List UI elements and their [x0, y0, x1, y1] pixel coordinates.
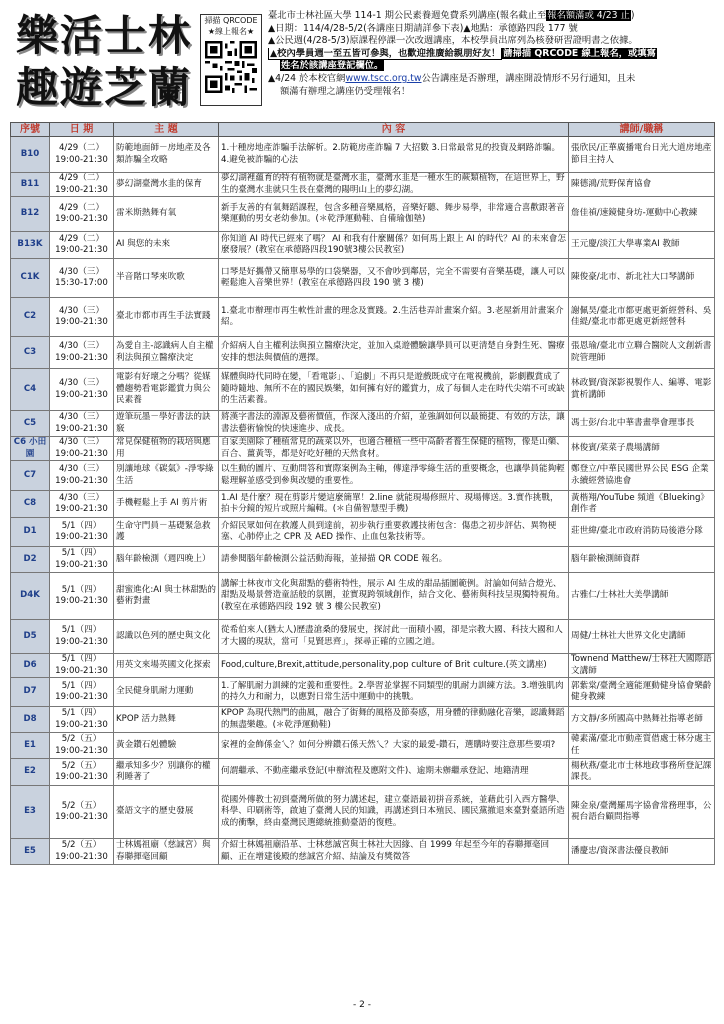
table-row: [11, 678, 715, 707]
course-topic: 腦年齡檢測（週四晚上）: [114, 547, 219, 573]
course-topic: KPOP 活力熱舞: [114, 707, 219, 733]
course-date: 4/29（二） 19:00-21:30: [50, 173, 114, 197]
course-topic: 用英文來場英國文化探索: [114, 654, 219, 678]
course-date: 5/1（四） 19:00-21:30: [50, 654, 114, 678]
course-speaker: 馮士彭/台北中華書畫學會理事長: [569, 411, 715, 437]
course-content: 自家美園除了種植常見的蔬菜以外，也適合種植一些中高齡者養生保健的植物，像是山藥、百合、薑黃等，都是好吃好種的天然食材。: [219, 437, 569, 461]
course-topic: 全民健身肌耐力運動: [114, 678, 219, 707]
course-code: C6 小田園: [11, 437, 50, 461]
course-content: 口琴是好攜帶又簡單易學的口袋樂器，又不會吵到鄰居，完全不需要有音樂基礎，讓人可以輕鬆進入音樂世界！(教室在承德路四段 190 號 3 樓): [219, 259, 569, 298]
course-speaker: 周健/士林社大世界文化史講師: [569, 620, 715, 654]
course-date: 4/30（三） 19:00-21:30: [50, 337, 114, 369]
course-content: 1.AI 是什麼？現在剪影片變這麼簡單！2.line 就能現場修照片、現場傳送。3.實作挑戰，拍卡分鏡的短片或照片編輯。(＊自備智慧型手機): [219, 491, 569, 518]
course-code: C8: [11, 491, 50, 518]
website-notice-prefix: ▲4/24 於本校官網: [268, 72, 346, 84]
website-notice-suffix: 公告講座是否辦理，講座開設情形不另行通知，且未: [421, 72, 636, 84]
table-header-row: [11, 123, 715, 137]
course-code: D2: [11, 547, 50, 573]
table-row: [11, 518, 715, 547]
course-content: 介紹士林媽祖廟沿革、士林慈誠宮與士林社大因緣、自 1999 年起至今年的春聯揮毫回顧、正在增建後殿的慈誠宮介紹、結論及有獎徵答: [219, 839, 569, 865]
course-speaker: 韓素滿/臺北市動產質借處士林分處主任: [569, 733, 715, 759]
course-topic: 甜蜜進化:AI 與士林甜點的藝術對畫: [114, 573, 219, 620]
course-speaker: 方文靜/多所國高中熱舞社指導老師: [569, 707, 715, 733]
course-date: 4/29（二） 19:00-21:30: [50, 232, 114, 259]
course-date: 4/30（三） 19:00-21:30: [50, 411, 114, 437]
course-code: E5: [11, 839, 50, 865]
table-row: [11, 411, 715, 437]
school-website-link[interactable]: www.tscc.org.tw: [345, 72, 422, 84]
col-header-content: 內 容: [219, 123, 569, 137]
course-speaker: 林政賢/資深影視製作人、編導、電影賞析講師: [569, 369, 715, 411]
course-code: B13K: [11, 232, 50, 259]
course-code: E1: [11, 733, 50, 759]
course-code: D1: [11, 518, 50, 547]
course-content: 介紹民眾如何在救護人員到達前，初步執行重要救護技術包含：傷患之初步評估、異物梗塞、心肺停止之 CPR 及 AED 操作、止血包紮技術等。: [219, 518, 569, 547]
course-topic: 電影有好壞之分嗎？從媒體趨勢看電影鑑賞力與公民素養: [114, 369, 219, 411]
course-code: E2: [11, 759, 50, 786]
table-row: [11, 173, 715, 197]
course-date: 5/1（四） 19:00-21:30: [50, 547, 114, 573]
table-row: [11, 733, 715, 759]
col-header-date: 日 期: [50, 123, 114, 137]
info-line-7: 額滿有辦理之講座仍受理報名！: [280, 85, 411, 97]
course-topic: 常見保健植物的栽培與應用: [114, 437, 219, 461]
course-schedule-table: [10, 122, 715, 865]
col-header-speaker: 講師/職稱: [569, 123, 715, 137]
course-date: 4/30（三） 19:00-21:30: [50, 369, 114, 411]
qr-caption-scan: 掃描 QRCODE: [204, 16, 258, 25]
course-code: B11: [11, 173, 50, 197]
info-line-4: [268, 48, 714, 61]
course-code: D7: [11, 678, 50, 707]
course-date: 4/30（三） 19:00-21:30: [50, 461, 114, 491]
course-code: D6: [11, 654, 50, 678]
table-row: [11, 461, 715, 491]
course-date: 5/2（五） 19:00-21:30: [50, 786, 114, 839]
course-date: 5/1（四） 19:00-21:30: [50, 620, 114, 654]
course-content: 1.了解肌耐力訓練的定義和重要性。2.學習並掌握不同類型的肌耐力訓練方法。3.增強肌肉的持久力和耐力，以應對日常生活中運動中的挑戰。: [219, 678, 569, 707]
table-row: [11, 298, 715, 337]
course-content: KPOP 為現代熱門的曲風，融合了街舞的風格及節奏感，用身體的律動融化音樂，認識舞蹈的無盡樂趣。(＊乾淨運動鞋): [219, 707, 569, 733]
course-code: D4K: [11, 573, 50, 620]
course-speaker: 謝佩昊/臺北市都更處更新經營科、吳佳緹/臺北市都更處更新經營科: [569, 298, 715, 337]
course-date: 5/1（四） 19:00-21:30: [50, 678, 114, 707]
course-code: C3: [11, 337, 50, 369]
course-topic: AI 與您的未來: [114, 232, 219, 259]
qr-code-icon[interactable]: [205, 41, 257, 93]
logo-line-2: 趣遊芝蘭: [16, 63, 193, 112]
course-speaker: 莊世緯/臺北市政府消防局後港分隊: [569, 518, 715, 547]
course-content: 夢幻湖裡蘊育的特有植物就是臺灣水韭，臺灣水韭是一種水生的蕨類植物，在這世界上，野生的臺灣水韭就只生長在臺灣的陽明山上的夢幻湖。: [219, 173, 569, 197]
course-date: 4/30（三） 19:00-21:30: [50, 298, 114, 337]
course-speaker: 腦年齡檢測師資群: [569, 547, 715, 573]
course-content: Food,culture,Brexit,attitude,personality,pop culture of Brit culture.(英文講座): [219, 654, 569, 678]
table-row: [11, 369, 715, 411]
course-speaker: 潘慶忠/資深書法優良教師: [569, 839, 715, 865]
table-row: [11, 197, 715, 232]
course-date: 4/29（二） 19:00-21:30: [50, 197, 114, 232]
course-topic: 為愛自主-認識病人自主權利法與預立醫療決定: [114, 337, 219, 369]
course-content: 從希伯來人(猶太人)歷盡滄桑的發展史，探討此一面積小國，卻是宗教大國、科技大國和人才大國的現狀，當可「見賢思齊」，探尋正確的立國之道。: [219, 620, 569, 654]
table-row: [11, 759, 715, 786]
course-speaker: 張欣民/正華廣播電台日光大道房地產節目主持人: [569, 137, 715, 173]
info-registration-text: 臺北市士林社區大學 114-1 期公民素養週免費系列講座(報名截止至: [268, 10, 547, 21]
event-info-block: [268, 10, 714, 98]
qr-caption-register: ★線上報名★: [207, 27, 255, 36]
course-speaker: 古雅仁/士林社大美學講師: [569, 573, 715, 620]
page-header: [10, 6, 714, 122]
table-row: [11, 547, 715, 573]
course-topic: 夢幻湖臺灣水韭的保育: [114, 173, 219, 197]
course-content: 以生動的圖片、互動問答和實際案例為主軸，傳達淨零綠生活的重要概念，也讓學員能夠輕鬆理解並感受到參與改變的重要性。: [219, 461, 569, 491]
course-content: 媒體與時代同時在變，「看電影」、「追劇」不再只是遊戲既成守在電視機前，影劇觀賞成了隨時隨地、無所不在的國民娛樂，如何擁有好的鑑賞力，成了每個人走在時代尖端不可或缺的生活素養。: [219, 369, 569, 411]
table-row: [11, 620, 715, 654]
course-topic: 生命守門員－基礎緊急救護: [114, 518, 219, 547]
course-speaker: 郭紫棠/臺灣全適能運動健身協會樂齡健身教練: [569, 678, 715, 707]
course-speaker: 張恩瑜/臺北市立聯合醫院人文創新書院管理師: [569, 337, 715, 369]
page-number: - 2 -: [353, 1000, 371, 1010]
course-content: 講解士林夜市文化與甜點的藝術特性，展示 AI 生成的甜品插圖範例。討論如何結合燈光、甜點及場景營造童話般的氛圍，並實現跨領域創作，結合文化、藝術與科技呈現獨特視角。(教室在承德路四段 192 號 3 樓公民教室): [219, 573, 569, 620]
course-content: 介紹病人自主權利法與預立醫療決定，並加入桌遊體驗讓學員可以更清楚自身對生死、醫療安排的想法與價值的選擇。: [219, 337, 569, 369]
course-topic: 黃金鑽石剋體驗: [114, 733, 219, 759]
course-code: D5: [11, 620, 50, 654]
info-line-1-end: ): [630, 10, 635, 21]
course-topic: 繼承知多少？別讓你的權利睡著了: [114, 759, 219, 786]
table-row: [11, 786, 715, 839]
course-speaker: 鄭登立/中華民國世界公民 ESG 企業永續經營協進會: [569, 461, 715, 491]
course-topic: 臺語文字的歷史發展: [114, 786, 219, 839]
course-date: 4/30（三） 19:00-21:30: [50, 491, 114, 518]
course-date: 5/1（四） 19:00-21:30: [50, 573, 114, 620]
table-row: [11, 259, 715, 298]
course-content: 將漢字書法的淵源及藝術價值，作深入淺出的介紹，並強調如何以最簡捷、有效的方法，讓書法藝術愉悅的快速進步、成長。: [219, 411, 569, 437]
course-code: C2: [11, 298, 50, 337]
qr-instruction-highlight: 請掃描 QRCODE 線上報名，或填寫: [503, 47, 656, 59]
col-header-topic: 主 題: [114, 123, 219, 137]
course-speaker: 陳俊豪/北市、新北社大口琴講師: [569, 259, 715, 298]
course-topic: 半音階口琴來吹歌: [114, 259, 219, 298]
course-topic: 遊筆玩墨－學好書法的訣竅: [114, 411, 219, 437]
course-speaker: Townend Matthew/士林社大國際語文講師: [569, 654, 715, 678]
table-row: [11, 437, 715, 461]
course-topic: 別讓地球《碳氣》-淨零綠生活: [114, 461, 219, 491]
course-speaker: 黃楷翔/YouTube 頻道《Blueking》創作者: [569, 491, 715, 518]
table-row: [11, 573, 715, 620]
table-row: [11, 337, 715, 369]
course-content: 請參閱腦年齡檢測公益活動海報，並掃描 QR CODE 報名。: [219, 547, 569, 573]
course-date: 4/30（三） 15:30-17:00: [50, 259, 114, 298]
table-row: [11, 232, 715, 259]
table-row: [11, 707, 715, 733]
course-topic: 手機輕鬆上手 AI 剪片術: [114, 491, 219, 518]
course-content: 1.臺北市辦理市再生軟性計畫的理念及實踐。2.生活巷弄計畫案介紹。3.老屋新用計畫案介紹。: [219, 298, 569, 337]
course-date: 4/29（二） 19:00-21:30: [50, 137, 114, 173]
course-content: 家裡的金飾係金乀？如何分辨鑽石係天然乀？大家的最愛-鑽石，選購時要注意那些要項?: [219, 733, 569, 759]
deadline-highlight: 報名額滿或 4/23 止: [547, 10, 630, 21]
course-table-body: [11, 137, 715, 865]
course-code: B10: [11, 137, 50, 173]
course-speaker: 陳德鴻/荒野保育協會: [569, 173, 715, 197]
info-line-5: [268, 60, 714, 73]
qr-registration-box[interactable]: [200, 14, 262, 106]
course-topic: 臺北市都市再生手法實踐: [114, 298, 219, 337]
course-code: C5: [11, 411, 50, 437]
course-topic: 認識以色列的歷史與文化: [114, 620, 219, 654]
col-header-number: 序號: [11, 123, 50, 137]
program-logo: [16, 10, 196, 118]
course-code: E3: [11, 786, 50, 839]
course-code: C7: [11, 461, 50, 491]
course-date: 5/2（五） 19:00-21:30: [50, 839, 114, 865]
info-line-6: [268, 73, 714, 86]
course-speaker: 楊秋燕/臺北市士林地政事務所登記課課長。: [569, 759, 715, 786]
course-topic: 士林媽祖廟（慈誠宮）與春聯揮毫回顧: [114, 839, 219, 865]
logo-line-1: 樂活士林: [16, 11, 193, 60]
course-code: B12: [11, 197, 50, 232]
course-speaker: 詹佳禎/速鏡健身坊-運動中心教練: [569, 197, 715, 232]
course-speaker: 林俊賓/菜菜子農場講師: [569, 437, 715, 461]
course-date: 4/30（三） 19:00-21:30: [50, 437, 114, 461]
course-speaker: 王元慶/淡江大學專業AI 教師: [569, 232, 715, 259]
course-content: 何謂繼承、不動產繼承登記(申辦流程及應附文件)、逾期未辦繼承登記、地籍清理: [219, 759, 569, 786]
course-date: 5/2（五） 19:00-21:30: [50, 733, 114, 759]
table-row: [11, 491, 715, 518]
course-speaker: 陳金泉/臺灣羅馬字協會常務理事，公視台語台顧問指導: [569, 786, 715, 839]
table-row: [11, 654, 715, 678]
course-content: 從國外傳教士初到臺灣所做的努力講述起，建立臺語最初拼音系統，並藉此引入西方醫學、科學、印刷術等，啟迪了臺灣人民的知識，再講述到日本殖民、國民黨撤退來臺對臺語所造成的衝擊，終由臺灣民選總統推動臺語的復甦。: [219, 786, 569, 839]
course-content: 你知道 AI 時代已經來了嗎？ AI 和我有什麼關係？如何馬上跟上 AI 的時代？AI 的未來會怎麼發展？(教室在承德路四段190號3樓公民教室): [219, 232, 569, 259]
course-content: 新手友善的有氧舞蹈課程，包含多種音樂風格，音樂好聽、舞步易學，非常適合喜歡跟著音樂運動的男女老幼參加。(＊乾淨運動鞋、自備瑜伽墊): [219, 197, 569, 232]
course-code: D8: [11, 707, 50, 733]
table-row: [11, 137, 715, 173]
course-topic: 防範地面師－房地產及各類詐騙全攻略: [114, 137, 219, 173]
info-line-3: ▲公民週(4/28-5/3)原課程停課一次改週講座，本校學員出席列為核發研習證明書之依據。: [268, 35, 638, 47]
course-code: C1K: [11, 259, 50, 298]
course-content: 1.十種房地產詐騙手法解析。2.防範房產詐騙 7 大招數 3.日常最常見的投資及網路詐騙。4.避免被詐騙的心法: [219, 137, 569, 173]
info-line-2: ▲日期：114/4/28-5/2(各講座日期請詳參下表)▲地點：承德路四段 177 號: [268, 22, 578, 34]
invite-notice: ▲校內學員週一至五皆可參與，也歡迎推廣給親朋好友！: [270, 47, 501, 59]
course-date: 5/1（四） 19:00-21:30: [50, 707, 114, 733]
course-code: C4: [11, 369, 50, 411]
info-line-1: [268, 10, 714, 23]
course-topic: 雷米斯熱舞有氧: [114, 197, 219, 232]
course-date: 5/1（四） 19:00-21:30: [50, 518, 114, 547]
table-row: [11, 839, 715, 865]
course-date: 5/2（五） 19:00-21:30: [50, 759, 114, 786]
signup-instruction-highlight: 姓名於該講座登記欄位。: [281, 60, 384, 72]
